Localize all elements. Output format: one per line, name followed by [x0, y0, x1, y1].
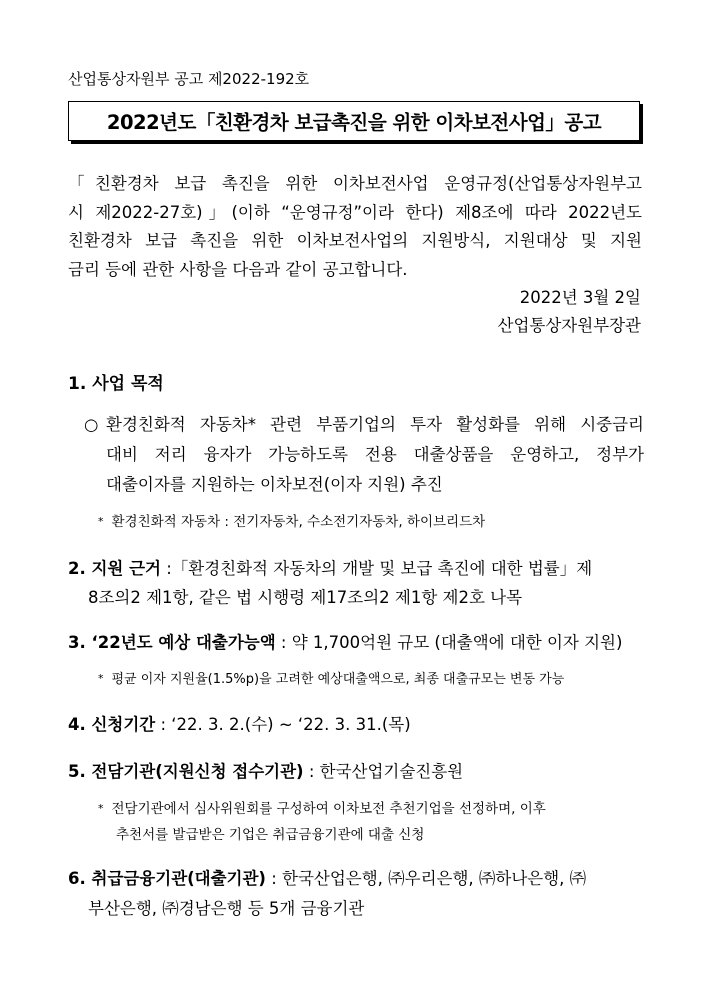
section-1-heading [68, 369, 164, 394]
section-3-heading [68, 629, 622, 653]
section-5-note [98, 796, 643, 848]
page-title: 2022년도「친환경차 보급촉진을 위한 이차보전사업」공고 [106, 111, 602, 134]
section-2-continuation: 8조의2 제1항, 같은 법 시행령 제17조의2 제1항 제2호 나목 [88, 588, 523, 607]
section-1-bullet [84, 410, 644, 500]
section-6-text: : 한국산업은행, ㈜우리은행, ㈜하나은행, ㈜ [265, 869, 587, 888]
section-2-heading [68, 555, 592, 579]
section-5-heading [68, 758, 463, 782]
asterisk-icon: * [98, 515, 104, 528]
note-line: 추천서를 발급받은 기업은 취급금융기관에 대출 신청 [116, 827, 425, 843]
section-4-heading [68, 711, 411, 735]
note-text: 전담기관에서 심사위원회를 구성하여 이차보전 추천기업을 선정하며, 이후 [111, 801, 546, 817]
issuer: 산업통상자원부장관 [497, 316, 641, 335]
asterisk-icon: * [98, 802, 104, 815]
section-3-note [98, 668, 564, 687]
intro-line: 시 제2022-27호)」(이하 “운영규정”이라 한다) 제8조에 따라 2022년도 [68, 202, 642, 222]
intro-line: 금리 등에 관한 사항을 다음과 같이 공고합니다. [68, 259, 408, 279]
section-6-continuation: 부산은행, ㈜경남은행 등 5개 금융기관 [88, 899, 365, 918]
intro-line: 「친환경차 보급 촉진을 위한 이차보전사업 운영규정(산업통상자원부고 [68, 174, 642, 193]
section-4-title: 4. 신청기간 [68, 715, 156, 734]
section-3-title: 3. ‘22년도 예상 대출가능액 [68, 633, 276, 652]
section-5-title: 5. 전담기관(지원신청 접수기관) [68, 762, 304, 781]
bullet-line: 환경친화적 자동차* 관련 부품기업의 투자 활성화를 위해 시중금리 [106, 415, 644, 434]
bullet-text [106, 410, 644, 500]
section-1-title: 1. 사업 목적 [68, 374, 164, 394]
note-line [98, 796, 643, 822]
section-4-text: : ‘22. 3. 2.(수) ~ ‘22. 3. 31.(목) [155, 715, 411, 734]
section-6-heading [68, 865, 586, 889]
asterisk-icon: * [98, 672, 104, 685]
note-text: 환경친화적 자동차 : 전기자동차, 수소전기자동차, 하이브리드차 [111, 514, 486, 530]
bullet-line: 대비 저리 융자가 가능하도록 전용 대출상품을 운영하고, 정부가 [106, 445, 644, 464]
intro-line: 친환경차 보급 촉진을 위한 이차보전사업의 지원방식, 지원대상 및 지원 [68, 231, 642, 250]
section-2-text: :「환경친화적 자동차의 개발 및 보급 촉진에 대한 법률」제 [161, 559, 593, 578]
title-box [68, 101, 640, 141]
notice-date: 2022년 3월 2일 [519, 288, 641, 307]
notice-number: 산업통상자원부 공고 제2022-192호 [68, 70, 310, 88]
intro-paragraph [68, 170, 642, 284]
section-5-text: : 한국산업기술진흥원 [303, 762, 464, 781]
circle-bullet-icon: ○ [84, 415, 99, 434]
section-6-title: 6. 취급금융기관(대출기관) [68, 869, 266, 888]
section-3-text: : 약 1,700억원 규모 (대출액에 대한 이자 지원) [275, 633, 623, 652]
signature-block [498, 284, 641, 340]
note-text: 평균 이자 지원율(1.5%p)을 고려한 예상대출액으로, 최종 대출규모는 변동 가능 [111, 672, 565, 687]
section-2-title: 2. 지원 근거 [68, 559, 161, 578]
bullet-line: 대출이자를 지원하는 이차보전(이자 지원) 추진 [106, 475, 443, 494]
section-1-note [98, 510, 485, 530]
